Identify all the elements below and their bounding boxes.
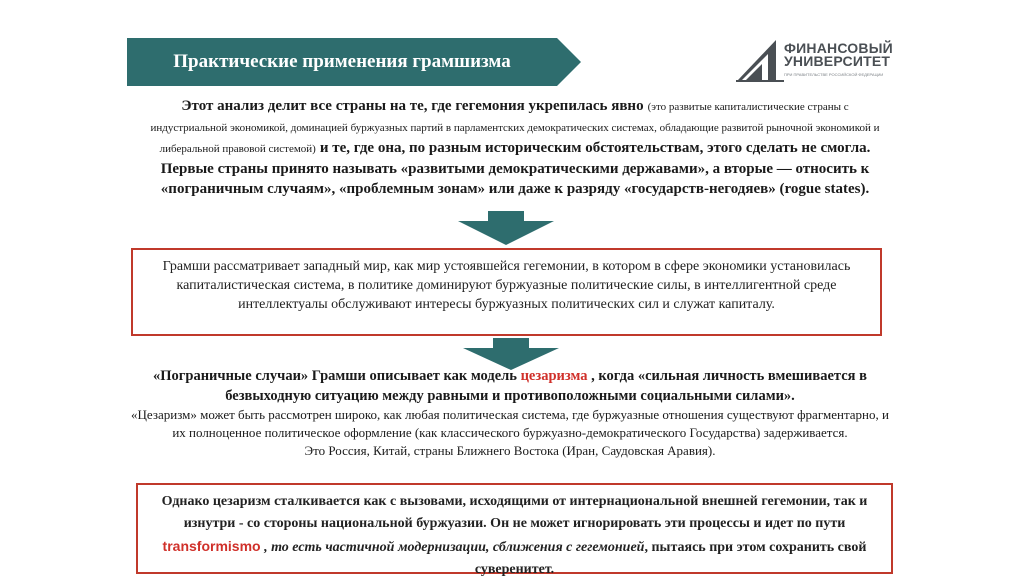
title-banner	[127, 38, 581, 86]
caesarism-term: цезаризма	[520, 368, 588, 384]
transformismo-term: transformismo	[162, 538, 261, 554]
caesarism-post: , когда «сильная личность вмешивается в безвыходную ситуацию между равными и противоположными социальными силами».	[225, 368, 867, 404]
logo-subline: ПРИ ПРАВИТЕЛЬСТВЕ РОССИЙСКОЙ ФЕДЕРАЦИИ	[784, 72, 884, 77]
logo-line1: ФИНАНСОВЫЙ	[784, 40, 893, 56]
transformismo-box	[136, 483, 893, 577]
transformismo-italic: , то есть частичной модернизации, сближения с гегемонией	[264, 540, 645, 555]
caesarism-pre: «Пограничные случаи» Грамши описывает как модель	[153, 368, 517, 384]
caesarism-definition	[130, 366, 890, 406]
logo-line2: УНИВЕРСИТЕТ	[784, 53, 891, 69]
western-world-box	[131, 248, 882, 336]
transformismo-post: , пытаясь при этом сохранить свой суверенитет.	[474, 540, 867, 577]
western-world-text: Грамши рассматривает западный мир, как мир устоявшейся гегемонии, в котором в сфере экономики установилась капиталистическая система, в политике доминируют буржуазные политические силы, в интеллигентной среде интеллектуалы обслуживают интересы буржуазных политических сил и служат капиталу.	[162, 259, 851, 312]
intro-bold-1: Этот анализ делит все страны на те, где гегемония укрепилась явно	[181, 98, 644, 114]
down-arrow-icon	[458, 211, 554, 245]
intro-paragraph	[150, 96, 880, 199]
intro-bold-2: и те, где она, по разным историческим обстоятельствам, этого сделать не смогла. Первые страны принято называть «развитыми демократическими державами», а вторые — относить к «пограничным случаям», «проблемным зонам» или даже к разряду «государств-негодяев» (rogue states).	[160, 140, 871, 197]
logo-text	[784, 42, 893, 68]
page-title: Практические применения грамшизма	[173, 51, 511, 72]
intro-small: (это развитые капиталистические страны с индустриальной экономикой, доминацией буржуазных партий в парламентских демократических системах, обладающие развитой рыночной экономикой и либеральной правовой системой)	[150, 101, 880, 155]
transformismo-pre: Однако цезаризм сталкивается как с вызовами, исходящими от интернациональной внешней гегемонии, так и изнутри - со стороны национальной буржуазии. Он не может игнорировать эти процессы и идет по пути	[161, 494, 868, 531]
caesarism-explanation: «Цезаризм» может быть рассмотрен широко, как любая политическая система, где буржуазные отношения существуют фрагментарно, и их полноценное политическое оформление (как классического буржуазно-демократического Государства) задерживается.	[131, 407, 889, 440]
caesarism-paragraph	[130, 366, 890, 460]
caesarism-examples: Это Россия, Китай, страны Ближнего Востока (Иран, Саудовская Аравия).	[304, 443, 716, 458]
